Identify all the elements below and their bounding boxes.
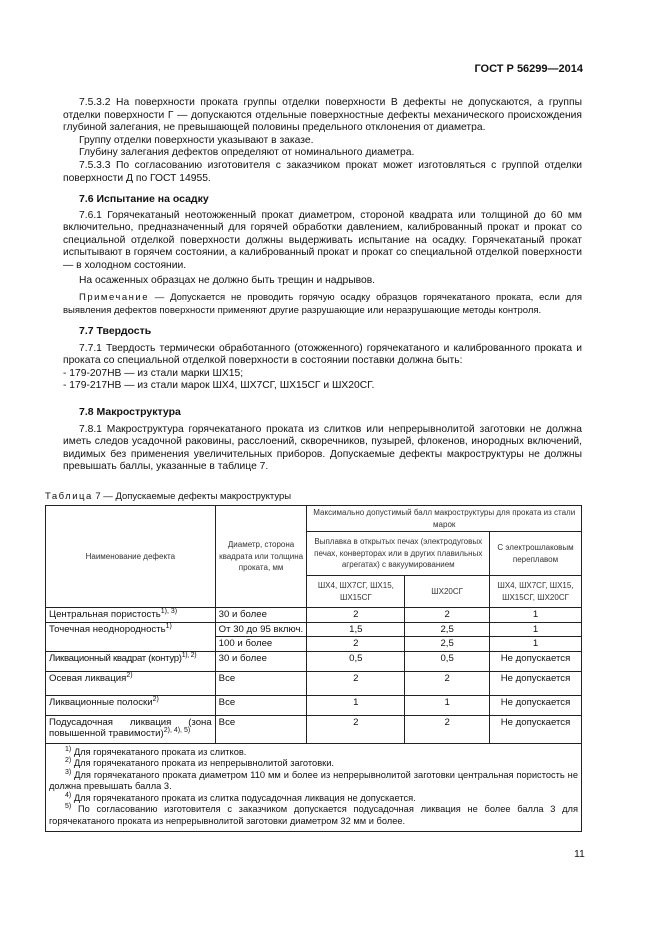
section-heading: 7.6 Испытание на осадку <box>79 193 209 205</box>
note <box>63 292 582 317</box>
footnote-text: По согласованию изготовителя с заказчиком допускается подусадочная ликвация не более балла 3 для горячекатаного проката из непрерывнолитой заготовки диаметром 32 мм и более. <box>49 804 578 827</box>
table-caption <box>45 491 291 504</box>
header-max: Максимально допустимый балл макроструктуры для проката из стали марок <box>307 506 582 532</box>
diameter: 30 и более <box>215 608 307 623</box>
value: 2 <box>307 608 405 623</box>
footnote <box>49 758 578 770</box>
caption-label: Таблица <box>45 491 93 502</box>
value: 2 <box>307 671 405 695</box>
table-row <box>46 651 582 671</box>
value: 1 <box>307 695 405 715</box>
footnote-ref: 1), 2) <box>181 651 197 659</box>
caption-text: 7 — Допускаемые дефекты макроструктуры <box>92 491 292 502</box>
value: 1 <box>490 622 582 637</box>
footnote <box>49 770 578 793</box>
section-7-8 <box>63 406 582 474</box>
table-row <box>46 715 582 743</box>
value: Не допускается <box>490 671 582 695</box>
paragraph: 7.7.1 Твердость термически обработанного (отожженного) горячекатаного и калиброванного проката и проката со специальной отделкой поверхности в состоянии поставки должна быть: <box>63 342 582 367</box>
value: 2,5 <box>405 622 490 637</box>
footnote-ref: 2) <box>152 695 159 703</box>
section-7-6 <box>63 193 582 317</box>
defects-table <box>45 505 582 832</box>
footnote-text: Для горячекатаного проката из слитков. <box>73 746 247 757</box>
footnote-mark: 2) <box>65 757 72 765</box>
diameter: 30 и более <box>215 651 307 671</box>
diameter: Все <box>215 715 307 743</box>
paragraph: 7.5.3.3 По согласованию изготовителя с заказчиком прокат может изготовляться с группой отделки поверхности Д по ГОСТ 14955. <box>63 159 582 184</box>
footnote <box>49 747 578 759</box>
footnote-mark: 1) <box>65 745 72 753</box>
value: 1 <box>405 695 490 715</box>
standard-header: ГОСТ Р 56299—2014 <box>474 63 583 75</box>
table-row <box>46 671 582 695</box>
header-grades-1: ШХ4, ШХ7СГ, ШХ15, ШХ15СГ <box>307 576 405 608</box>
footnote <box>49 804 578 827</box>
footnote-ref: 1) <box>165 622 172 630</box>
footnote-mark: 3) <box>65 768 72 776</box>
value: 2,5 <box>405 637 490 652</box>
value: 1,5 <box>307 622 405 637</box>
diameter: 100 и более <box>215 637 307 652</box>
header-diameter: Диаметр, сторона квадрата или толщина проката, мм <box>215 506 307 608</box>
paragraph: 7.5.3.2 На поверхности проката группы отделки поверхности В дефекты не допускаются, а группы отделки поверхности Г — допускаются отдельные поверхностные дефекты механического происхождения глубиной залегания, не превышающей половины предельного отклонения от диаметра. <box>63 97 582 134</box>
value: 2 <box>405 671 490 695</box>
footnote <box>49 793 578 805</box>
defect-name: Подусадочная ликвация (зона повышенной травимости) <box>49 716 212 739</box>
table-row <box>46 695 582 715</box>
note-text: — Допускается не проводить горячую осадку образцов горячекатаного проката, если для выявления дефектов поверхности применяют другие разрушающие или неразрушающие методы контроля. <box>63 292 582 316</box>
value: 2 <box>405 608 490 623</box>
value: Не допускается <box>490 651 582 671</box>
header-grades-3: ШХ4, ШХ7СГ, ШХ15, ШХ15СГ, ШХ20СГ <box>490 576 582 608</box>
section-7-7 <box>63 325 582 393</box>
section-7-5-3 <box>63 97 582 185</box>
footnote-text: Для горячекатаного проката из слитка подусадочная ликвация не допускается. <box>73 792 416 803</box>
paragraph: На осаженных образцах не должно быть трещин и надрывов. <box>79 274 376 286</box>
footnote-mark: 5) <box>65 803 72 811</box>
footnote-mark: 4) <box>65 791 72 799</box>
paragraph: 7.8.1 Макроструктура горячекатаного проката из слитков или непрерывнолитой заготовки не должна иметь следов усадочной раковины, расслоений, скворечников, пузырей, флокенов, инородных включений, видимых без применения увеличительных приборов. Допускаемые дефекты макроструктуры не должны превышать баллы, указанные в таблице 7. <box>63 423 582 473</box>
value: 0,5 <box>405 651 490 671</box>
defect-name: Центральная пористость <box>49 609 161 620</box>
footnote-text: Для горячекатаного проката диаметром 110 мм и более из непрерывнолитой заготовки центральная пористость не должна превышать балла 3. <box>49 769 578 792</box>
value: 1 <box>490 608 582 623</box>
list-item: - 179-217НВ — из стали марок ШХ4, ШХ7СГ, ШХ15СГ и ШХ20СГ. <box>63 380 375 392</box>
paragraph: Группу отделки поверхности указывают в заказе. <box>79 134 314 146</box>
value: 2 <box>307 715 405 743</box>
defect-name: Ликвационные полоски <box>49 696 153 708</box>
note-label: Примечание <box>79 292 149 304</box>
paragraph: Глубину залегания дефектов определяют от номинального диаметра. <box>79 147 415 159</box>
section-heading: 7.8 Макроструктура <box>79 406 181 418</box>
value: Не допускается <box>490 695 582 715</box>
value: 0,5 <box>307 651 405 671</box>
header-grades-2: ШХ20СГ <box>405 576 490 608</box>
diameter: Все <box>215 671 307 695</box>
page-number: 11 <box>574 848 585 860</box>
list-item: - 179-207НВ — из стали марки ШХ15; <box>63 367 244 379</box>
value: Не допускается <box>490 715 582 743</box>
diameter: Все <box>215 695 307 715</box>
defect-name: Осевая ликвация <box>49 672 127 684</box>
header-open-furnace: Выплавка в открытых печах (электродуговых печах, конверторах или в других плавильных агрегатах) с вакуумированием <box>307 532 490 576</box>
footnote-ref: 2), 4), 5) <box>163 727 191 734</box>
value: 1 <box>490 637 582 652</box>
header-esr: С электрошлаковым переплавом <box>490 532 582 576</box>
table-row <box>46 608 582 623</box>
footnote-ref: 1), 3) <box>160 608 178 615</box>
table-row <box>46 622 582 637</box>
header-name: Наименование дефекта <box>46 506 216 608</box>
defect-name: Точечная неоднородность <box>49 623 166 635</box>
footnote-ref: 2) <box>126 671 133 679</box>
diameter: От 30 до 95 включ. <box>215 622 307 637</box>
paragraph: 7.6.1 Горячекатаный неотожженный прокат диаметром, стороной квадрата или толщиной до 60 мм включительно, предназначенный для горячей обработки давлением, калиброванный прокат и прокат со специальной отделкой поверхности должны выдерживать испытание на осадку. Горячекатаный прокат испытывают в горячем состоянии, а калиброванный прокат и прокат со специальной отделкой поверхности — в холодном состоянии. <box>63 209 582 271</box>
value: 2 <box>307 637 405 652</box>
section-heading: 7.7 Твердость <box>79 325 152 337</box>
defect-name: Ликвационный квадрат (контур) <box>49 652 182 664</box>
table-footnotes <box>46 743 582 831</box>
value: 2 <box>405 715 490 743</box>
footnote-text: Для горячекатаного проката из непрерывнолитой заготовки. <box>73 758 334 769</box>
